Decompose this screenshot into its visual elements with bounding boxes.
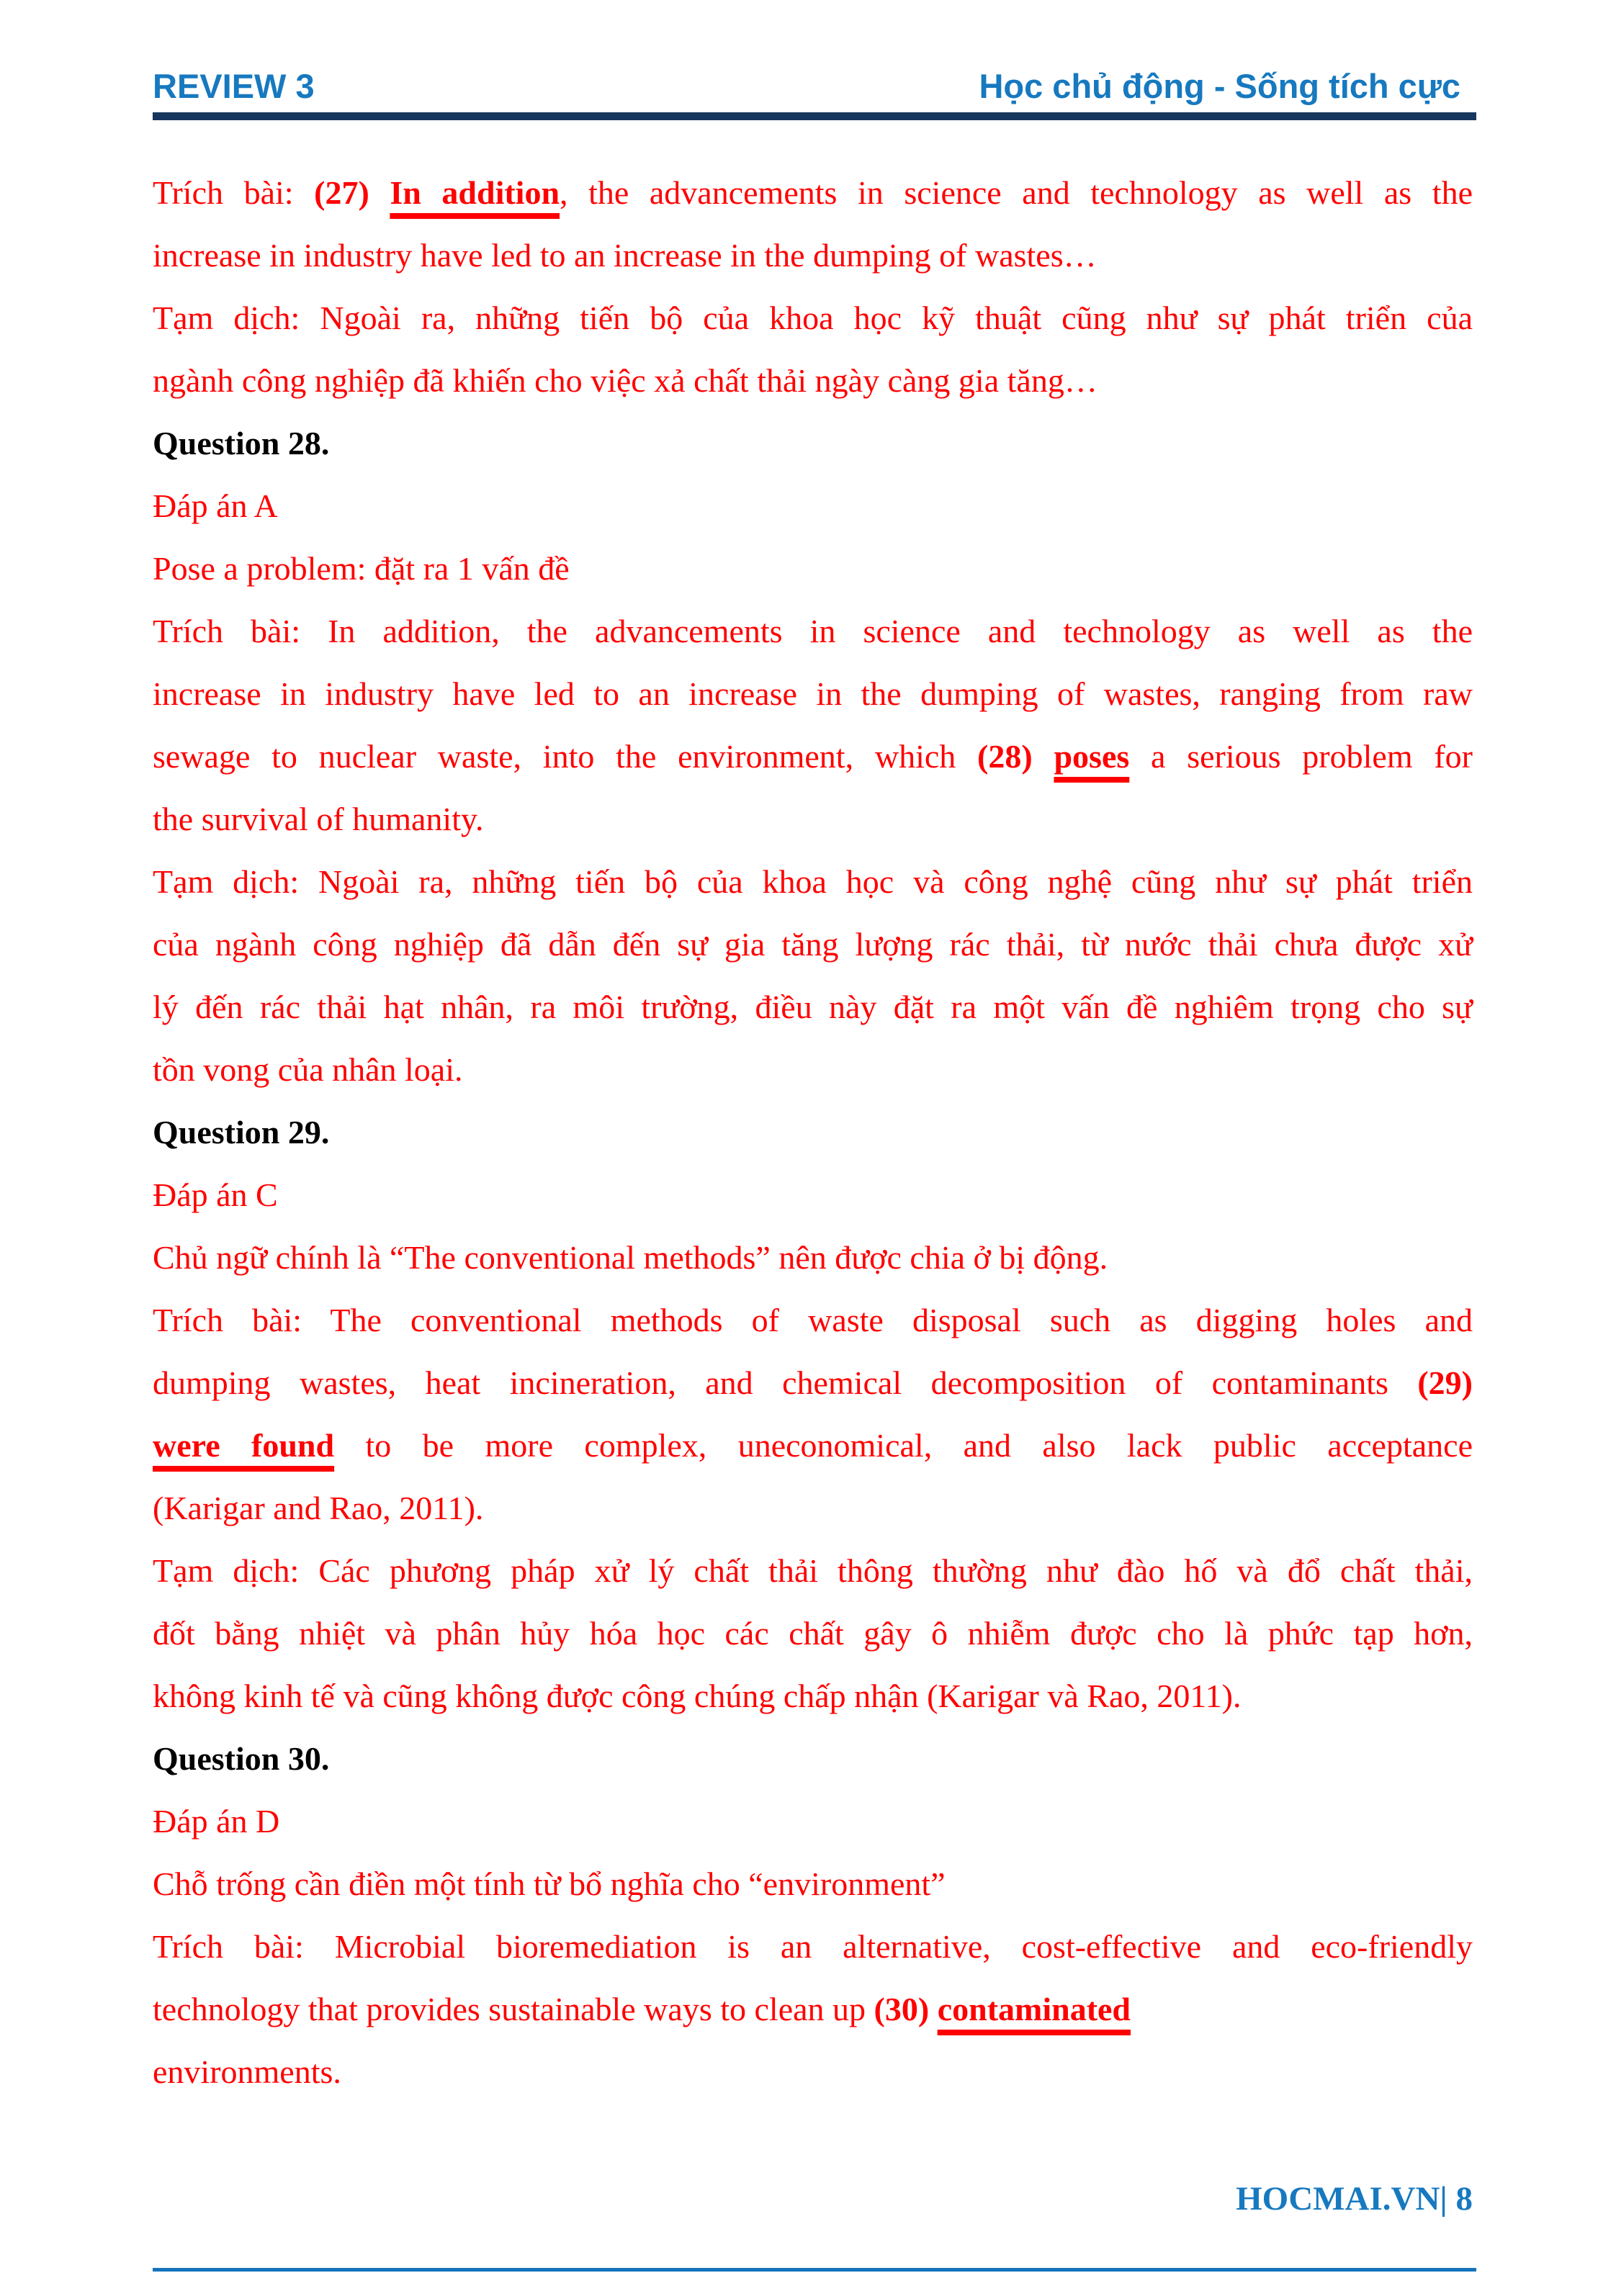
text-line — [153, 1226, 1473, 1289]
header-left-title: REVIEW 3 — [153, 67, 315, 105]
text-segment: poses — [1054, 738, 1130, 775]
text-segment: (29) — [1417, 1364, 1473, 1401]
text-line — [153, 1038, 1473, 1101]
text-segment: Question 28. — [153, 425, 330, 462]
text-segment: Tạm dịch: Các phương pháp xử lý chất thải thông thường như đào hố và đổ chất thải, — [153, 1552, 1473, 1589]
text-line — [153, 161, 1473, 224]
text-line — [153, 2040, 1473, 2103]
text-line — [153, 662, 1473, 725]
text-segment: Question 30. — [153, 1740, 330, 1777]
text-segment: environments. — [153, 2053, 341, 2090]
text-line — [153, 913, 1473, 976]
text-line — [153, 1414, 1473, 1477]
text-segment: Đáp án D — [153, 1803, 280, 1840]
text-segment: technology that provides sustainable ways to clean up — [153, 1991, 874, 2027]
text-segment: Tạm dịch: Ngoài ra, những tiến bộ của khoa học kỹ thuật cũng như sự phát triển của — [153, 300, 1473, 336]
text-line — [153, 1539, 1473, 1602]
text-segment: contaminated — [937, 1991, 1131, 2027]
text-segment: của ngành công nghiệp đã dẫn đến sự gia tăng lượng rác thải, từ nước thải chưa được xử — [153, 926, 1473, 963]
text-segment: Question 29. — [153, 1114, 330, 1151]
text-segment: , the advancements in science and technology as well as the — [560, 174, 1473, 211]
text-segment: (27) — [314, 174, 390, 211]
text-segment: (Karigar and Rao, 2011). — [153, 1490, 484, 1526]
text-segment: to be more complex, uneconomical, and also lack public acceptance — [334, 1427, 1473, 1464]
text-segment: không kinh tế và cũng không được công chúng chấp nhận (Karigar và Rao, 2011). — [153, 1678, 1242, 1714]
page-footer — [153, 2180, 1473, 2218]
text-segment: a serious problem for — [1129, 738, 1473, 775]
text-segment: Đáp án C — [153, 1176, 278, 1213]
text-segment: In addition — [390, 174, 560, 211]
text-line — [153, 1852, 1473, 1915]
text-segment: lý đến rác thải hạt nhân, ra môi trường, điều này đặt ra một vấn đề nghiêm trọng cho sự — [153, 989, 1473, 1025]
text-line — [153, 1665, 1473, 1727]
footer-rule — [153, 2268, 1476, 2272]
text-line — [153, 1727, 1473, 1790]
text-line — [153, 349, 1473, 412]
text-segment: sewage to nuclear waste, into the environment, which — [153, 738, 978, 775]
text-segment: increase in industry have led to an increase in the dumping of wastes… — [153, 237, 1097, 274]
footer-page-label: HOCMAI.VN| 8 — [1236, 2180, 1473, 2218]
text-line — [153, 224, 1473, 287]
text-line — [153, 1602, 1473, 1665]
text-line — [153, 1101, 1473, 1163]
text-line — [153, 600, 1473, 662]
text-segment: tồn vong của nhân loại. — [153, 1051, 463, 1088]
text-line — [153, 537, 1473, 600]
text-line — [153, 1289, 1473, 1351]
text-line — [153, 474, 1473, 537]
text-segment: the survival of humanity. — [153, 801, 484, 837]
text-line — [153, 1351, 1473, 1414]
text-segment: were found — [153, 1427, 335, 1464]
document-body — [153, 161, 1473, 2103]
text-segment: ngành công nghiệp đã khiến cho việc xả chất thải ngày càng gia tăng… — [153, 362, 1097, 399]
text-segment: Tạm dịch: Ngoài ra, những tiến bộ của khoa học và công nghệ cũng như sự phát triển — [153, 863, 1473, 900]
text-segment: Trích bài: — [153, 174, 315, 211]
text-line — [153, 1915, 1473, 1978]
text-line — [153, 412, 1473, 474]
text-line — [153, 788, 1473, 850]
text-line — [153, 850, 1473, 913]
header-right-title: Học chủ động - Sống tích cực — [979, 67, 1460, 105]
text-segment: Chỗ trống cần điền một tính từ bổ nghĩa cho “environment” — [153, 1865, 946, 1902]
text-line — [153, 1163, 1473, 1226]
text-segment: (30) — [874, 1991, 938, 2027]
text-line — [153, 1477, 1473, 1539]
text-segment: (28) — [977, 738, 1054, 775]
text-segment: Chủ ngữ chính là “The conventional methods” nên được chia ở bị động. — [153, 1239, 1108, 1276]
text-line — [153, 976, 1473, 1038]
text-line — [153, 1790, 1473, 1852]
text-segment: dumping wastes, heat incineration, and chemical decomposition of contaminants — [153, 1364, 1418, 1401]
text-segment: đốt bằng nhiệt và phân hủy hóa học các chất gây ô nhiễm được cho là phức tạp hơn, — [153, 1615, 1473, 1652]
text-segment: increase in industry have led to an increase in the dumping of wastes, ranging from raw — [153, 675, 1473, 712]
page-header — [153, 68, 1476, 120]
text-line — [153, 725, 1473, 788]
text-segment: Đáp án A — [153, 487, 278, 524]
text-segment: Trích bài: The conventional methods of waste disposal such as digging holes and — [153, 1302, 1473, 1338]
text-line — [153, 1978, 1473, 2040]
text-segment: Trích bài: Microbial bioremediation is an alternative, cost-effective and eco-friendly — [153, 1928, 1473, 1965]
text-segment: Trích bài: In addition, the advancements in science and technology as well as the — [153, 613, 1473, 649]
text-segment: Pose a problem: đặt ra 1 vấn đề — [153, 550, 570, 587]
text-line — [153, 287, 1473, 349]
